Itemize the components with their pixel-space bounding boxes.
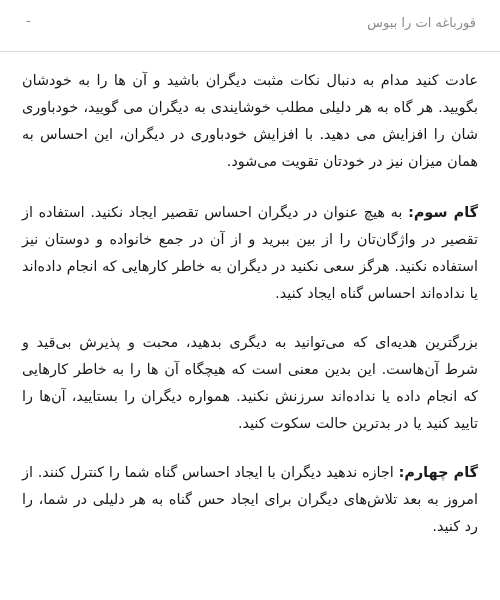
paragraph-step-3 [22,200,478,308]
book-title: قورباغه ات را ببوس [367,16,476,31]
paragraph-3 [22,330,478,438]
paragraph-step-4 [22,460,478,541]
page-header [0,0,500,52]
document-body [22,68,478,563]
page-marker: - [26,14,31,29]
paragraph-1-text: عادت کنید مدام به دنبال نکات مثبت دیگران باشید و آن ها را به خودشان بگویید. هر گاه به هر دلیلی مطلب خوشایندی به دیگران می گویید، خودباوری شان را افزایش می دهید. با افزایش خودباوری در دیگران، این احساس به همان میزان نیز در خودتان تقویت می‌شود. [22,73,478,170]
paragraph-1 [22,68,478,176]
step-4-heading: گام چهارم: [398,465,478,481]
paragraph-step-3-text: به هیچ عنوان در دیگران احساس تقصیر ایجاد نکنید. استفاده از تقصیر در واژگان‌تان را از بین ببرید و از آن در جمع خانواده و دوستان نیز استفاده نکنید. هرگز سعی نکنید در دیگران به خاطر کارهایی که انجام داده‌اند یا نداده‌اند احساس گناه ایجاد کنید. [22,205,478,302]
paragraph-3-text: بزرگترین هدیه‌ای که می‌توانید به دیگری بدهید، محبت و پذیرش بی‌قید و شرط آن‌هاست. این بدین معنی است که هیچگاه آن ها را به خاطر کارهایی که انجام داده یا نداده‌اند سرزنش نکنید. همواره دیگران را بستایید، آن‌ها را تایید کنید یا در بدترین حالت سکوت کنید. [22,335,478,432]
step-3-heading: گام سوم: [408,205,479,221]
paragraph-step-4-text: اجازه ندهید دیگران با ایجاد احساس گناه شما را کنترل کنند. از امروز به بعد تلاش‌های دیگران برای ایجاد حس گناه به هر دلیلی در شما، را رد کنید. [22,465,478,535]
